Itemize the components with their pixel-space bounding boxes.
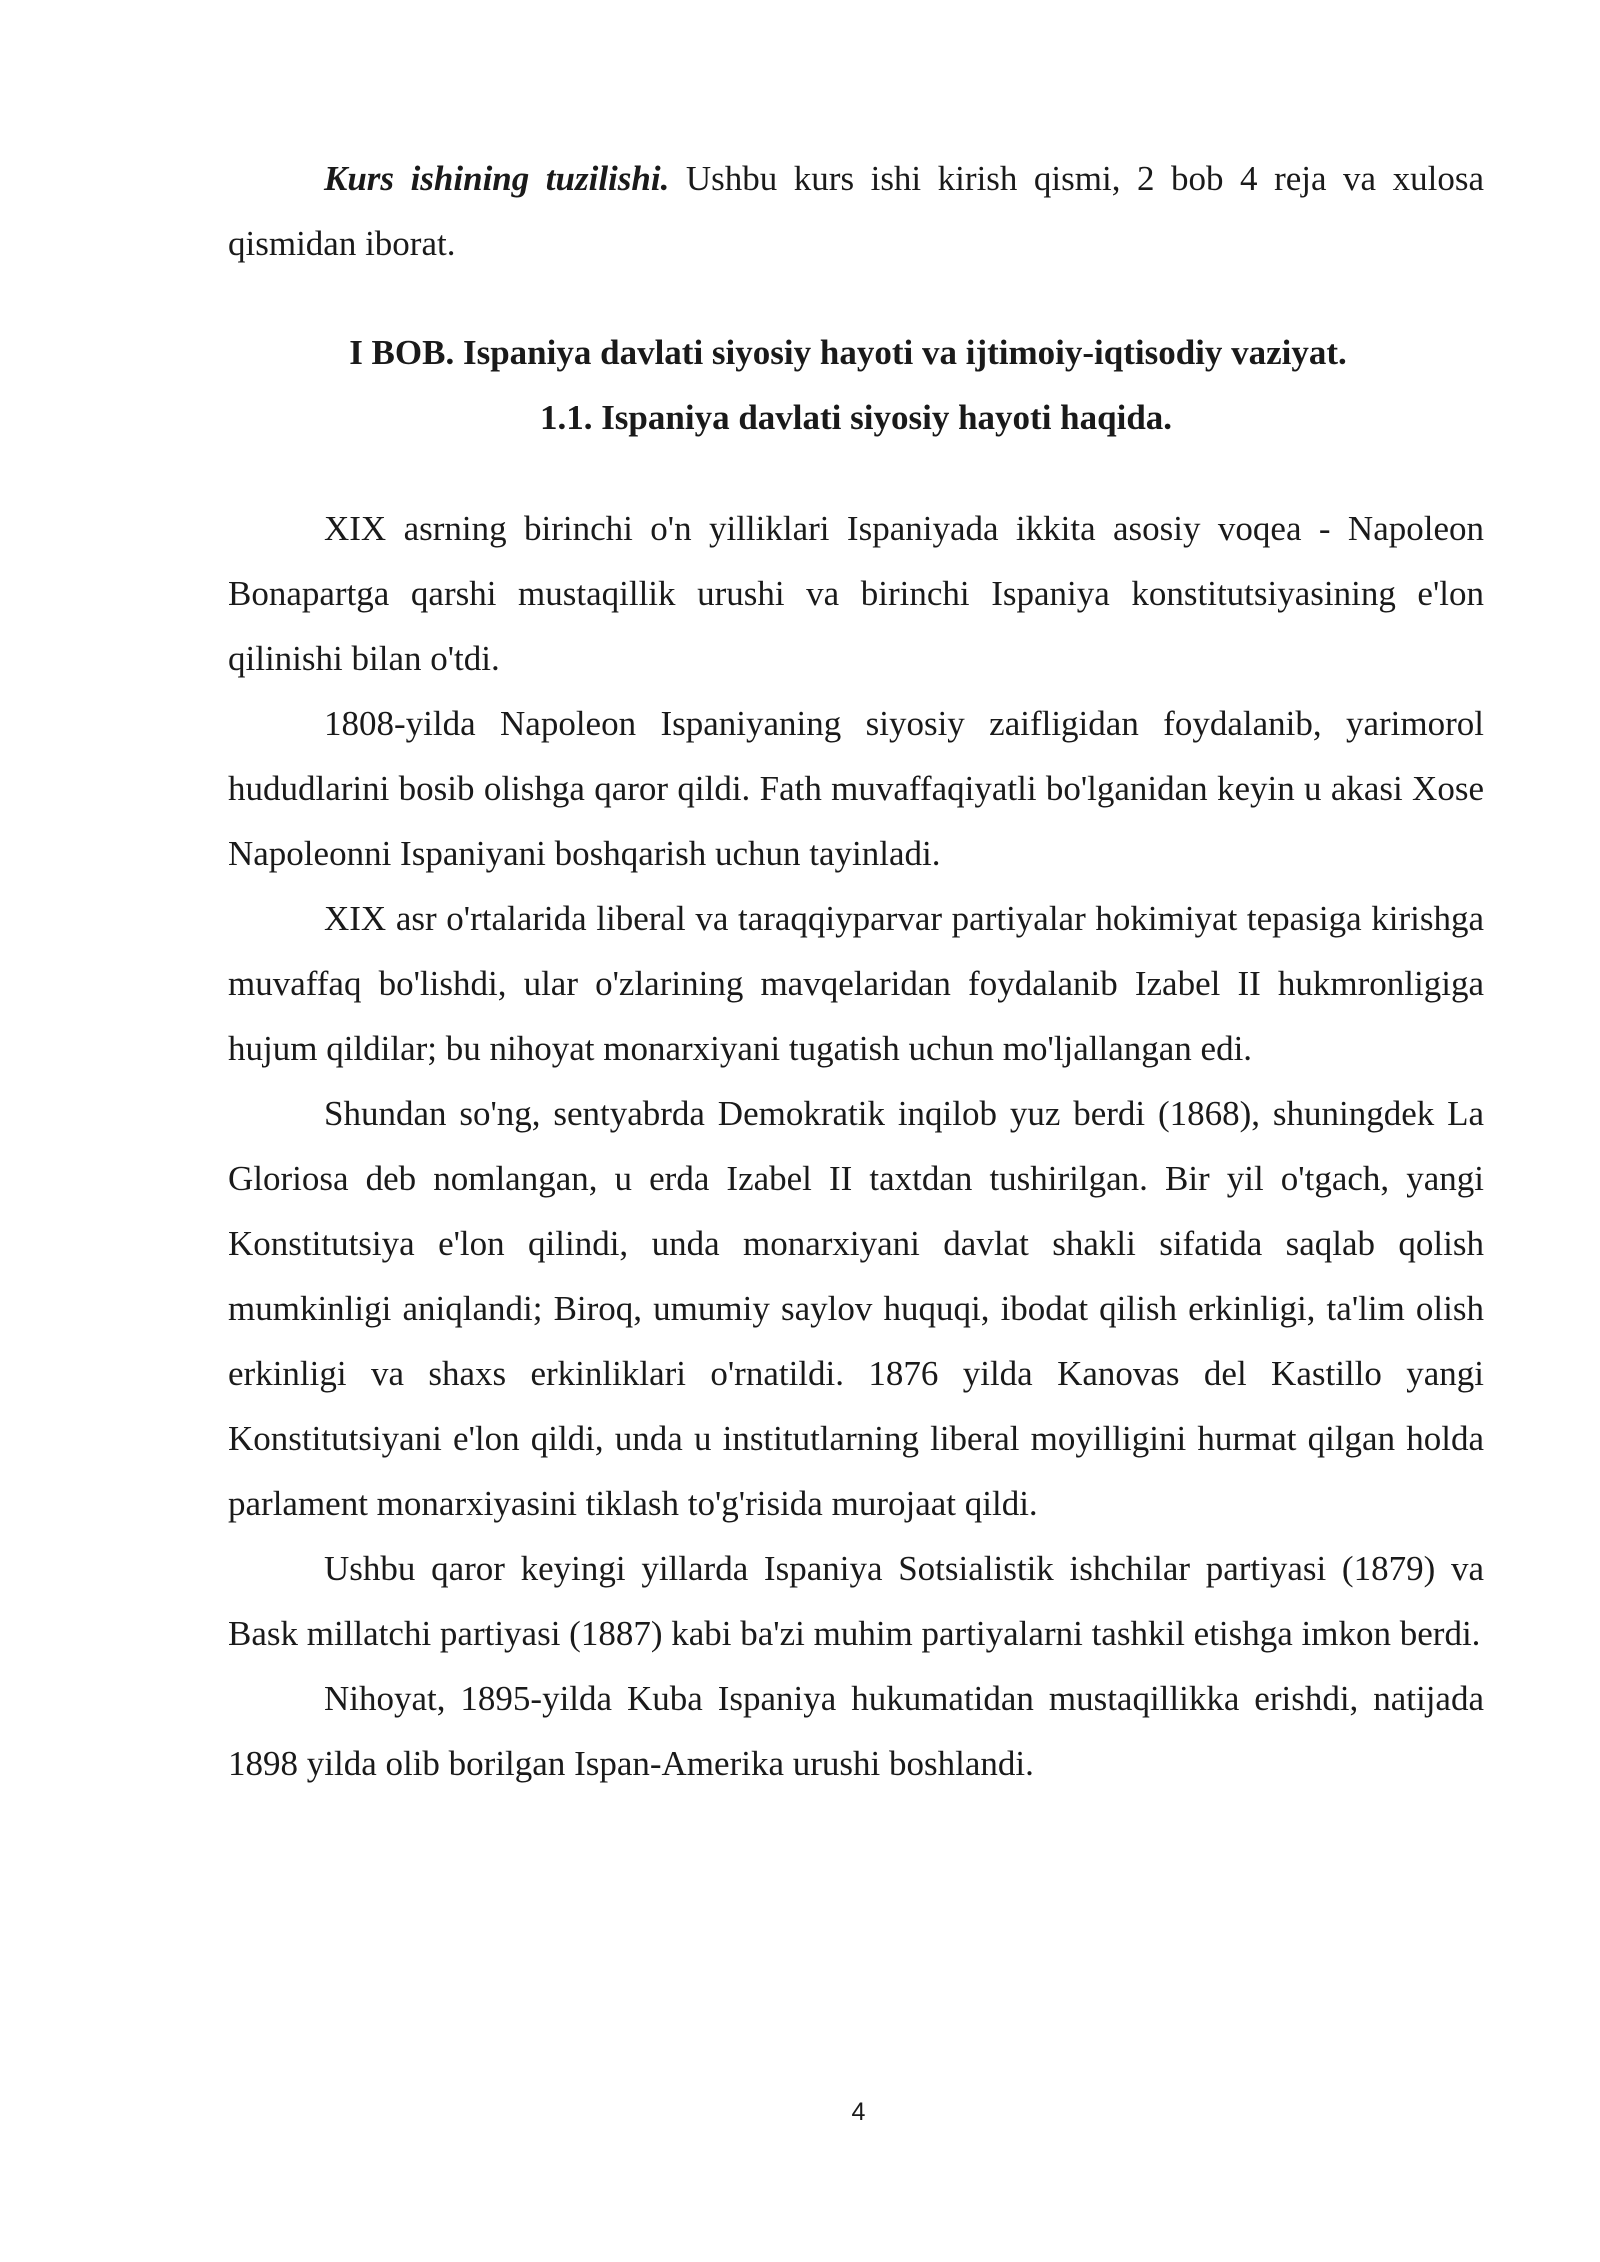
page-number: 4 — [851, 2098, 866, 2126]
course-structure-text: Ushbu kurs ishi kirish qismi, 2 bob 4 reja va xulosa qismidan iborat. — [228, 159, 1484, 263]
body-paragraph: Ushbu qaror keyingi yillarda Ispaniya Sotsialistik ishchilar partiyasi (1879) va Bask millatchi partiyasi (1887) kabi ba'zi muhim partiyalarni tashkil etishga imkon berdi. — [228, 1549, 1484, 1653]
section-title: 1.1. Ispaniya davlati siyosiy hayoti haqida. — [539, 398, 1173, 437]
course-structure-lead: Kurs ishining tuzilishi. — [324, 159, 670, 198]
chapter-headings — [228, 320, 1484, 450]
body-paragraph: 1808-yilda Napoleon Ispaniyaning siyosiy zaifligidan foydalanib, yarimorol hududlarini bosib olishga qaror qildi. Fath muvaffaqiyatli bo'lganidan keyin u akasi Xose Napoleonni Ispaniyani boshqarish uchun tayinladi. — [228, 704, 1484, 873]
body-paragraph: XIX asr o'rtalarida liberal va taraqqiyparvar partiyalar hokimiyat tepasiga kirishga muvaffaq bo'lishdi, ular o'zlarining mavqelaridan foydalanib Izabel II hukmronligiga hujum qildilar; bu nihoyat monarxiyani tugatish uchun mo'ljallangan edi. — [228, 899, 1484, 1068]
course-structure-paragraph — [228, 146, 1484, 276]
body-paragraph: XIX asrning birinchi o'n yilliklari Ispaniyada ikkita asosiy voqea - Napoleon Bonapartga qarshi mustaqillik urushi va birinchi Ispaniya konstitutsiyasining e'lon qilinishi bilan o'tdi. — [228, 509, 1484, 678]
body-paragraph: Nihoyat, 1895-yilda Kuba Ispaniya hukumatidan mustaqillikka erishdi, natijada 1898 yilda olib borilgan Ispan-Amerika urushi boshlandi. — [228, 1679, 1484, 1783]
chapter-title: I BOB. Ispaniya davlati siyosiy hayoti va ijtimoiy-iqtisodiy vaziyat. — [349, 333, 1347, 372]
document-page — [228, 146, 1484, 1796]
body-paragraph: Shundan so'ng, sentyabrda Demokratik inqilob yuz berdi (1868), shuningdek La Gloriosa deb nomlangan, u erda Izabel II taxtdan tushirilgan. Bir yil o'tgach, yangi Konstitutsiya e'lon qilindi, unda monarxiyani davlat shakli sifatida saqlab qolish mumkinligi aniqlandi; Biroq, umumiy saylov huquqi, ibodat qilish erkinligi, ta'lim olish erkinligi va shaxs erkinliklari o'rnatildi. 1876 yilda Kanovas del Kastillo yangi Konstitutsiyani e'lon qildi, unda u institutlarning liberal moyilligini hurmat qilgan holda parlament monarxiyasini tiklash to'g'risida murojaat qildi. — [228, 1094, 1484, 1523]
